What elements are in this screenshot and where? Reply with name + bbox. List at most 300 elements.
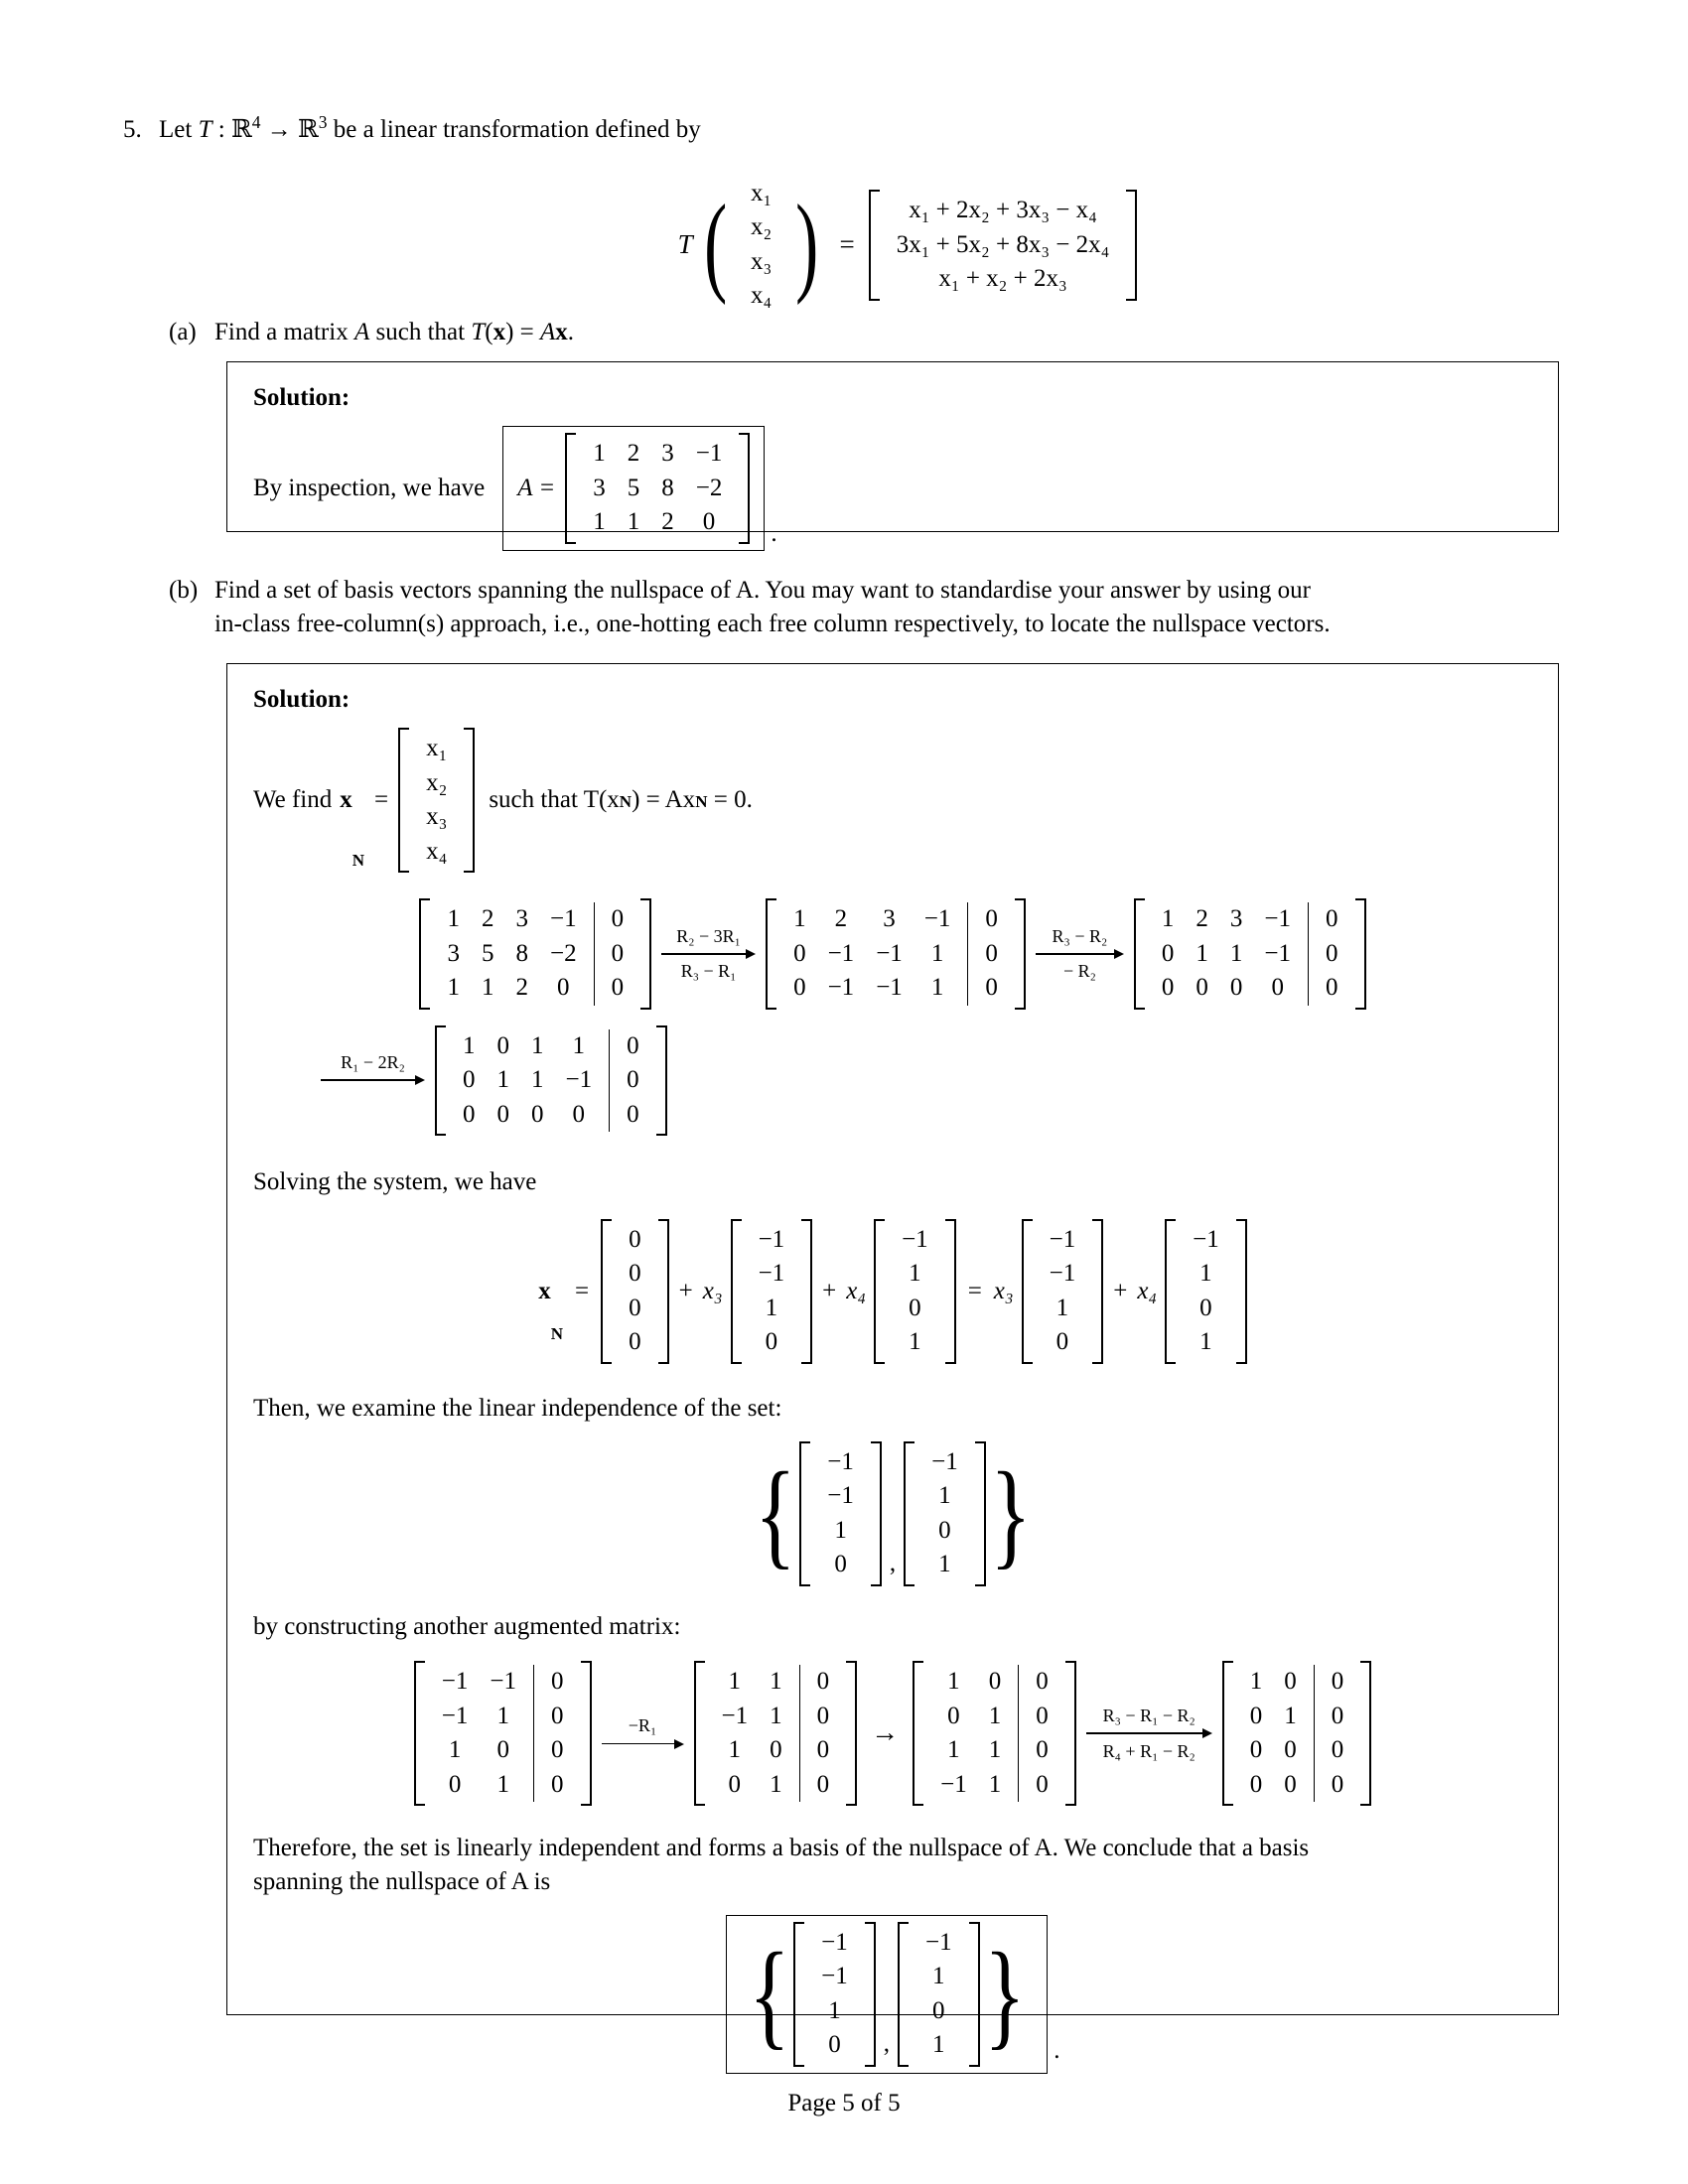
bracket-right-icon	[801, 1219, 812, 1364]
cell: 0	[496, 1031, 509, 1059]
xN-vector	[398, 728, 475, 873]
cell: 0	[988, 1668, 1002, 1696]
cell: −1	[923, 905, 951, 932]
cell: 0	[793, 974, 806, 1001]
cell: 3	[515, 905, 528, 932]
cell: 1	[627, 508, 640, 535]
cell: 1	[496, 1702, 509, 1729]
nullspace-vector-1-entries	[742, 1219, 802, 1364]
cell: x₃	[426, 803, 448, 830]
bracket-right-icon	[846, 1661, 857, 1806]
solving-system-text: Solving the system, we have	[253, 1168, 537, 1195]
bracket-left-icon	[869, 190, 880, 301]
set-comma: ,	[883, 2030, 890, 2057]
eq-sign-2: =	[967, 1277, 982, 1304]
matrix-A-entries	[576, 433, 739, 544]
cell: 0	[1055, 1328, 1069, 1356]
cell: 0	[448, 1770, 462, 1798]
bracket-left-icon	[793, 1922, 804, 2067]
row-operation-arrow-5	[1086, 1706, 1212, 1761]
part-a-q-text1: Find a matrix	[214, 319, 349, 345]
cell: 0	[816, 1702, 830, 1729]
bracket-right-icon	[658, 1219, 669, 1364]
cell: 1	[932, 1963, 945, 1990]
cell: 1	[572, 1031, 586, 1059]
cell: 0	[1196, 974, 1208, 1001]
row-op-top: R₃ − R₁ − R₂	[1102, 1706, 1196, 1726]
ind4-coeff	[1233, 1661, 1314, 1806]
xN-lead-pre: We find	[253, 786, 333, 814]
cell: 0	[629, 1225, 641, 1253]
coefficient-x4: x₄	[846, 1277, 867, 1304]
augmented-matrix-1	[419, 898, 651, 1010]
cell: −1	[549, 905, 577, 932]
aug4-rhs	[610, 1025, 656, 1137]
final-basis-vector-1	[793, 1922, 876, 2067]
cell: 0	[629, 1260, 641, 1288]
cell: 0	[1331, 1702, 1344, 1729]
row-reduction-line-1	[253, 898, 1532, 1010]
bracket-right-icon	[1126, 190, 1137, 301]
transformation-colon: :	[211, 116, 231, 144]
cell: 0	[932, 1996, 945, 2024]
bracket-left-icon	[414, 1661, 425, 1806]
coefficient-x4-b: x₄	[1137, 1277, 1158, 1304]
cell: 1	[1199, 1328, 1212, 1356]
cell: 8	[515, 939, 528, 967]
xN-symbol: x	[538, 1277, 551, 1304]
cell: −2	[549, 939, 577, 967]
cell: 1	[463, 1031, 476, 1059]
T-symbol-inline: T	[471, 319, 486, 345]
cell: −1	[931, 1447, 958, 1475]
cell: 0	[728, 1770, 742, 1798]
xN-sub-2: N	[619, 792, 633, 812]
cell: 1	[930, 939, 944, 967]
cell: 0	[463, 1100, 476, 1128]
problem-statement-row	[123, 111, 1573, 147]
bracket-left-icon	[1022, 1219, 1033, 1364]
zero-vector-entries	[612, 1219, 658, 1364]
arrow-icon	[661, 946, 756, 961]
xN-subscript: N	[352, 851, 364, 870]
independence-matrix-4	[1222, 1661, 1372, 1806]
bracket-left-icon	[435, 1025, 446, 1137]
ind3-rhs	[1019, 1661, 1065, 1806]
bracket-right-icon	[640, 898, 651, 1010]
cell: 0	[1284, 1736, 1297, 1764]
cell: 3	[1229, 905, 1243, 932]
xN-definition-line	[253, 728, 1532, 873]
cell: 1	[909, 1328, 921, 1356]
cell: 1	[1199, 1260, 1212, 1288]
constructing-text: by constructing another augmented matrix:	[253, 1612, 681, 1640]
xN-vector-entries	[409, 728, 464, 873]
part-a	[169, 316, 1559, 349]
cell: 0	[1326, 939, 1338, 967]
cell: 2	[515, 974, 528, 1001]
matrix-A-symbol-2: A	[540, 319, 556, 345]
bracket-right-icon	[581, 1661, 592, 1806]
cell: 1	[930, 974, 944, 1001]
part-b-label: (b)	[169, 577, 199, 604]
cell: 1	[1055, 1294, 1069, 1321]
cell: 1	[447, 905, 460, 932]
cell: 3	[447, 939, 460, 967]
aug3-body	[1145, 898, 1355, 1010]
cell: 1	[593, 508, 606, 535]
cell: 0	[629, 1294, 641, 1321]
aug1-coeff	[430, 898, 593, 1010]
cell: 0	[1284, 1668, 1297, 1696]
cell: 1	[728, 1668, 742, 1696]
ind4-body	[1233, 1661, 1361, 1806]
domain-R4: ℝ$^4$	[230, 112, 261, 144]
cell: 0	[1249, 1770, 1263, 1798]
cell: −1	[758, 1225, 785, 1253]
independence-text: Then, we examine the linear independence of the set:	[253, 1394, 782, 1422]
basis-vector-1-entries	[810, 1441, 871, 1586]
row-op-top: −R₁	[628, 1715, 657, 1736]
part-a-label: (a)	[169, 319, 197, 345]
cell: 1	[531, 1031, 544, 1059]
xN-post-text3: = 0.	[707, 786, 753, 814]
independence-matrix-3	[913, 1661, 1076, 1806]
ind3-coeff	[923, 1661, 1018, 1806]
augmented-matrix-3	[1134, 898, 1366, 1010]
row-operation-arrow-4	[602, 1715, 684, 1751]
cell: 1	[1229, 939, 1243, 967]
cell: 1	[1196, 939, 1208, 967]
bracket-left-icon	[874, 1219, 885, 1364]
cell: 0	[1036, 1736, 1049, 1764]
cell: −1	[721, 1702, 749, 1729]
set-comma: ,	[889, 1549, 897, 1576]
part-b	[169, 574, 1559, 641]
cell: −1	[565, 1066, 593, 1093]
row-op-bottom-empty	[370, 1088, 375, 1109]
xN-solution-equation	[253, 1219, 1532, 1364]
problem-statement-prefix: Let	[159, 116, 193, 144]
ind1-coeff	[425, 1661, 533, 1806]
problem-statement-suffix: be a linear transformation defined by	[333, 116, 701, 144]
basis-vector-1	[799, 1441, 882, 1586]
cell: 1	[988, 1770, 1002, 1798]
cell: 1	[1284, 1702, 1297, 1729]
cell: 0	[1331, 1668, 1344, 1696]
ind2-rhs	[800, 1661, 847, 1806]
cell: 1	[770, 1770, 782, 1798]
bracket-left-icon	[601, 1219, 612, 1364]
cell: −1	[758, 1260, 785, 1288]
input-vector	[697, 173, 826, 318]
arrow-to: →	[266, 116, 292, 144]
cell: 0	[816, 1736, 830, 1764]
independence-matrix-1	[414, 1661, 592, 1806]
cell: 0	[1331, 1736, 1344, 1764]
cell: 0	[611, 974, 625, 1001]
input-entry: x₂	[750, 213, 773, 241]
problem-5	[123, 111, 1573, 318]
bracket-right-icon	[1355, 898, 1366, 1010]
cell: 1	[947, 1736, 960, 1764]
solution-a-title: Solution:	[253, 384, 351, 411]
row-reduction-line-2	[311, 1025, 1532, 1137]
transformation-equation	[183, 173, 1632, 318]
bracket-left-icon	[1134, 898, 1145, 1010]
cell: −1	[876, 939, 903, 967]
cell: 0	[702, 508, 716, 535]
cell: 0	[985, 974, 998, 1001]
period: .	[567, 319, 575, 345]
bracket-right-icon	[1360, 1661, 1371, 1806]
cell: 3	[593, 474, 606, 501]
bracket-right-icon	[865, 1922, 876, 2067]
cell: 1	[496, 1066, 509, 1093]
cell: −1	[1193, 1225, 1219, 1253]
xN-post-text1: such that T(x	[489, 786, 620, 814]
cell: 0	[496, 1736, 509, 1764]
cell: 0	[985, 905, 998, 932]
final-period: .	[1054, 2037, 1060, 2064]
cell: 0	[557, 974, 570, 1001]
problem-number: 5.	[123, 116, 142, 144]
x-bold-symbol: x	[492, 319, 506, 345]
cell: 0	[909, 1294, 921, 1321]
cell: 0	[611, 905, 625, 932]
row-operation-arrow-3	[321, 1052, 425, 1108]
cell: 0	[947, 1702, 960, 1729]
aug3-rhs	[1309, 898, 1355, 1010]
solution-a-lead: By inspection, we have	[253, 474, 486, 501]
open-paren: (	[485, 319, 493, 345]
cell: 1	[1161, 905, 1175, 932]
aug4-body	[446, 1025, 656, 1137]
bracket-left-icon	[419, 898, 430, 1010]
cell: 0	[551, 1770, 564, 1798]
cell: 3	[883, 905, 896, 932]
bracket-left-icon	[799, 1441, 810, 1586]
cell: 0	[627, 1100, 639, 1128]
cell: 0	[938, 1516, 951, 1544]
cell: 0	[627, 1066, 639, 1093]
matrix-A-symbol: A	[353, 319, 370, 345]
cell: 0	[1249, 1736, 1263, 1764]
bracket-right-icon	[656, 1025, 667, 1137]
final-basis-vector-2-entries	[909, 1922, 969, 2067]
output-row: 3x₁ + 5x₂ + 8x₃ − 2x₄	[896, 230, 1110, 258]
row-operation-arrow-1	[661, 926, 756, 982]
cell: 1	[481, 974, 494, 1001]
cell: 0	[834, 1551, 847, 1577]
input-vector-entries	[734, 173, 788, 318]
cell: 0	[551, 1736, 564, 1764]
cell: −2	[695, 474, 723, 501]
aug2-coeff	[776, 898, 967, 1010]
cell: 1	[932, 2031, 945, 2059]
bracket-left-icon	[565, 433, 576, 544]
cell: −1	[902, 1225, 928, 1253]
cell: 1	[728, 1736, 742, 1764]
conclusion-line-2: spanning the nullspace of A is	[253, 1868, 551, 1895]
cell: 0	[1161, 939, 1175, 967]
final-basis-set	[741, 1922, 1034, 2067]
basis-vector-2-entries	[914, 1441, 975, 1586]
x-bold-symbol-2: x	[555, 319, 568, 345]
paren-right-icon: )	[795, 183, 819, 307]
cell: 0	[611, 939, 625, 967]
cell: 0	[496, 1100, 509, 1128]
basis-vector-2	[904, 1441, 986, 1586]
cell: 2	[834, 905, 848, 932]
cell: −1	[821, 1928, 848, 1956]
cell: 2	[661, 508, 674, 535]
bracket-right-icon	[464, 728, 475, 873]
part-b-question	[214, 574, 1559, 641]
bracket-left-icon	[1222, 1661, 1233, 1806]
cell: 1	[988, 1702, 1002, 1729]
cell: 0	[1331, 1770, 1344, 1798]
cell: 1	[1249, 1668, 1263, 1696]
independence-matrix-2	[694, 1661, 858, 1806]
cell: 0	[1326, 974, 1338, 1001]
cell: −1	[827, 1447, 854, 1475]
cell: 1	[770, 1668, 782, 1696]
cell: 1	[909, 1260, 921, 1288]
cell: 1	[448, 1736, 462, 1764]
cell: 0	[1229, 974, 1243, 1001]
arrow-icon	[1086, 1726, 1212, 1741]
xN-equals: =	[374, 786, 389, 814]
cell: 0	[765, 1328, 778, 1356]
output-row: x₁ + x₂ + 2x₃	[938, 265, 1067, 293]
part-a-question	[214, 316, 1559, 349]
solution-a-period: .	[771, 519, 777, 547]
bracket-left-icon	[898, 1922, 909, 2067]
plus-sign-2: +	[822, 1277, 837, 1304]
part-a-question-row	[169, 316, 1559, 349]
row-op-top: R₂ − 3R₁	[676, 925, 741, 946]
part-b-question-line1: Find a set of basis vectors spanning the nullspace of A. You may want to standardise your answer by using our	[214, 577, 1312, 604]
cell: −1	[827, 974, 855, 1001]
cell: 0	[572, 1100, 586, 1128]
cell: −1	[695, 440, 723, 467]
ind2-coeff	[705, 1661, 799, 1806]
cell: −1	[441, 1702, 469, 1729]
bracket-right-icon	[975, 1441, 986, 1586]
aug4-coeff	[446, 1025, 609, 1137]
cell: −1	[925, 1928, 952, 1956]
cell: −1	[827, 939, 855, 967]
cell: 1	[496, 1770, 509, 1798]
bracket-right-icon	[871, 1441, 882, 1586]
plus-sign-3: +	[1113, 1277, 1128, 1304]
page-footer: Page 5 of 5	[787, 2090, 901, 2116]
bracket-right-icon	[969, 1922, 980, 2067]
cell: 0	[531, 1100, 544, 1128]
cell: 0	[1271, 974, 1284, 1001]
cell: 0	[627, 1031, 639, 1059]
cell: 1	[793, 905, 806, 932]
cell: 0	[1036, 1702, 1049, 1729]
cell: 0	[1161, 974, 1175, 1001]
cell: 1	[938, 1551, 951, 1577]
part-b-question-line2: in-class free-column(s) approach, i.e., one-hotting each free column respectively, to locate the nullspace vectors.	[214, 610, 1331, 637]
bracket-left-icon	[731, 1219, 742, 1364]
row-op-bottom: − R₂	[1062, 961, 1096, 982]
matrix-A-label: A =	[517, 474, 556, 501]
bracket-left-icon	[398, 728, 409, 873]
brace-left-icon: {	[748, 1927, 790, 2060]
cell: 1	[770, 1702, 782, 1729]
cell: 8	[661, 474, 674, 501]
cell: 5	[627, 474, 640, 501]
cell: 0	[1036, 1668, 1049, 1696]
part-a-q-text3: ) =	[505, 319, 534, 345]
arrow-icon	[321, 1073, 425, 1088]
cell: 2	[481, 905, 494, 932]
aug1-rhs	[595, 898, 641, 1010]
aug3-coeff	[1145, 898, 1308, 1010]
ind3-body	[923, 1661, 1065, 1806]
cell: −1	[1264, 905, 1292, 932]
independence-reduction	[253, 1661, 1532, 1806]
answer-box-basis	[726, 1915, 1049, 2074]
cell: 1	[765, 1294, 778, 1321]
cell: 2	[627, 440, 640, 467]
cell: −1	[1049, 1225, 1076, 1253]
xN-lead-post	[489, 783, 753, 817]
row-operation-arrow-2	[1036, 926, 1124, 982]
aug1-body	[430, 898, 640, 1010]
nullspace-vector-1	[731, 1219, 813, 1364]
equals-sign: =	[839, 229, 855, 260]
cell: 1	[947, 1668, 960, 1696]
ind2-body	[705, 1661, 847, 1806]
part-a-q-text2: such that	[375, 319, 466, 345]
cell: 1	[531, 1066, 544, 1093]
bracket-right-icon	[1015, 898, 1026, 1010]
matrix-A	[565, 433, 750, 544]
cell: 3	[661, 440, 674, 467]
cell: 5	[481, 939, 494, 967]
nullspace-vector-2-entries	[885, 1219, 945, 1364]
cell: x₂	[426, 768, 448, 796]
bracket-left-icon	[913, 1661, 923, 1806]
coefficient-x3: x₃	[702, 1277, 723, 1304]
cell: 0	[985, 939, 998, 967]
cell: −1	[1264, 939, 1292, 967]
cell: −1	[876, 974, 903, 1001]
cell: 0	[1249, 1702, 1263, 1729]
xN-sub-3: N	[695, 792, 708, 812]
eq-sign-1: =	[575, 1277, 590, 1304]
cell: 1	[828, 1996, 841, 2024]
aug2-rhs	[968, 898, 1015, 1010]
output-vector	[869, 190, 1138, 301]
aug2-body	[776, 898, 1015, 1010]
conclusion-line-1: Therefore, the set is linearly independent and forms a basis of the nullspace of A. We conclude that a basis	[253, 1835, 1310, 1862]
cell: 0	[1036, 1770, 1049, 1798]
row-op-bottom: R₄ + R₁ − R₂	[1102, 1740, 1196, 1761]
final-answer-row	[253, 1915, 1532, 2074]
arrow-icon	[1036, 946, 1124, 961]
cell: 0	[816, 1668, 830, 1696]
cell: 0	[828, 2031, 841, 2059]
nullspace-vector-4	[1165, 1219, 1247, 1364]
codomain-R3: ℝ$^3$	[297, 112, 328, 144]
input-entry: x₄	[750, 282, 773, 310]
